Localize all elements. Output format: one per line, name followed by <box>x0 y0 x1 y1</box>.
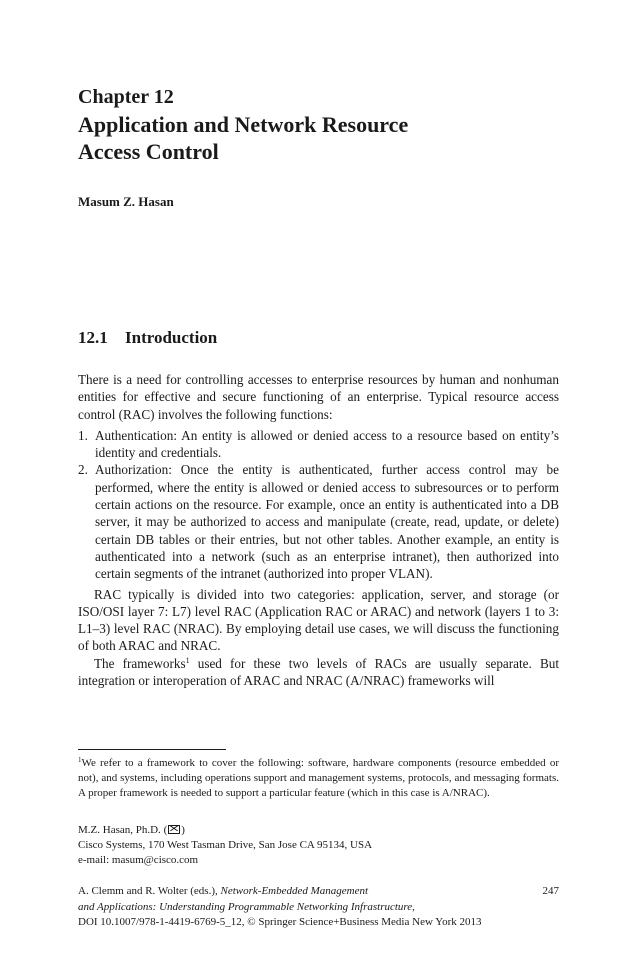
citation-line-1 <box>78 884 559 900</box>
citation-book-title-2: and Applications: Understanding Programmable Networking Infrastructure <box>78 900 413 913</box>
envelope-icon <box>168 825 180 834</box>
footnote-reference[interactable]: 1 <box>185 655 190 665</box>
book-page <box>78 0 559 967</box>
affiliation-name-line <box>78 823 559 838</box>
paren-open: ( <box>163 824 168 836</box>
author-name: Masum Z. Hasan <box>78 194 174 209</box>
affiliation-address: Cisco Systems, 170 West Tasman Drive, San Jose CA 95134, USA <box>78 838 373 851</box>
paren-close: ) <box>181 824 185 836</box>
citation-editors: A. Clemm and R. Wolter (eds.), <box>78 885 221 897</box>
list-item-number: 2. <box>78 462 88 478</box>
chapter-label: Chapter 12 <box>78 86 174 108</box>
footnote-text: We refer to a framework to cover the following: software, hardware components (resource embedded or not), and systems, including operations support and management systems, protocols, and messaging formats. A proper framework is needed to support a particular feature (which in this case is A/NRAC). <box>78 757 559 799</box>
citation-line-2 <box>78 900 559 916</box>
body-text <box>78 371 559 689</box>
author-affiliation <box>78 823 559 867</box>
frameworks-paragraph-end: used for these two levels of RACs are usually separate. But integration or interoperation of ARAC and NRAC (A/NRAC) frameworks will <box>78 655 559 689</box>
list-item <box>78 461 559 582</box>
section-heading <box>78 328 217 348</box>
chapter-title-line-1: Application and Network Resource <box>78 112 409 137</box>
rac-categories-paragraph: RAC typically is divided into two categories: application, server, and storage (or ISO/OSI layer 7: L7) level RAC (Application RAC or ARAC) and network (layers 1 to 3: L1–3) level RAC (NRAC). By employing detail use cases, we will discuss the functioning of both ARAC and NRAC. <box>78 586 559 654</box>
intro-paragraph: There is a need for controlling accesses to enterprise resources by human and nonhuman entities for effective and secure functioning of an enterprise. Typical resource access control (RAC) involves the following functions: <box>78 372 559 422</box>
list-item-text: Authentication: An entity is allowed or denied access to a resource based on entity’s identity and credentials. <box>95 427 559 461</box>
list-item <box>78 427 559 462</box>
footnote-marker: 1 <box>78 756 82 764</box>
affiliation-name: M.Z. Hasan, Ph.D. <box>78 824 161 836</box>
section-number: 12.1 <box>78 328 108 347</box>
chapter-title-line-2: Access Control <box>78 139 219 164</box>
page-number: 247 <box>542 885 559 897</box>
frameworks-paragraph <box>78 655 559 690</box>
citation-doi: DOI 10.1007/978-1-4419-6769-5_12, © Springer Science+Business Media New York 2013 <box>78 916 482 928</box>
citation-book-title-1: Network-Embedded Management <box>220 885 369 897</box>
citation-block <box>78 884 559 931</box>
citation-comma: , <box>412 900 415 913</box>
chapter-title <box>78 111 559 165</box>
list-item-number: 1. <box>78 427 88 443</box>
affiliation-email: e-mail: masum@cisco.com <box>78 853 199 866</box>
function-list <box>78 427 559 583</box>
frameworks-paragraph-start: The frameworks <box>94 655 186 671</box>
list-item-text: Authorization: Once the entity is authenticated, further access control may be performed, where the entity is allowed or denied access to subresources or to perform certain actions on the resource. For example, once an entity is authenticated into a DB server, it may be authorized to access and manipulate (create, read, update, or delete) certain DB tables or their entries, but not other tables. Another example, an entity is authenticated into a network (such as an enterprise intranet), then authorized into certain segments of the intranet (authorized into proper VLAN). <box>95 462 559 582</box>
footnote-divider <box>78 749 226 750</box>
footnote <box>78 756 559 800</box>
section-title: Introduction <box>125 328 218 347</box>
